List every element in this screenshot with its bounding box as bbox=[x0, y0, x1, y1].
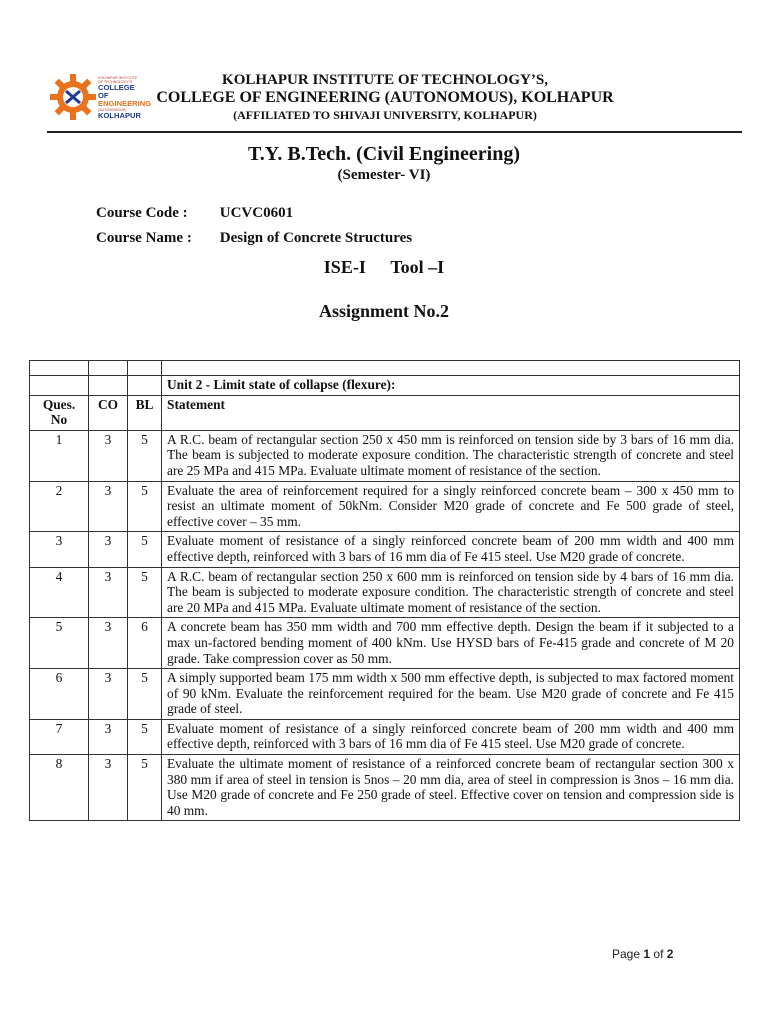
question-statement: A R.C. beam of rectangular section 250 x 600 mm is reinforced on tension side by 4 bars of 16 mm dia. The beam is subjected to moderate exposure condition. The characteristic strength of concrete and steel are 20 MPa and 415 MPa. Evaluate ultimate moment of resistance of the section. bbox=[162, 567, 740, 618]
question-co: 3 bbox=[89, 755, 128, 821]
assignment-title: Assignment No.2 bbox=[318, 301, 449, 321]
question-number: 7 bbox=[30, 719, 89, 754]
total-pages: 2 bbox=[666, 947, 674, 961]
question-number: 1 bbox=[30, 430, 89, 481]
question-co: 3 bbox=[89, 430, 128, 481]
table-row bbox=[30, 618, 740, 669]
question-number: 5 bbox=[30, 618, 89, 669]
page-word: Page bbox=[612, 947, 641, 961]
question-statement: A simply supported beam 175 mm width x 500 mm effective depth, is subjected to max factored moment of 90 kNm. Evaluate the reinforcement required for the beam. Use M20 grade of concrete and Fe 415 grade of steel. bbox=[162, 669, 740, 720]
question-number: 2 bbox=[30, 481, 89, 532]
question-statement: Evaluate moment of resistance of a singly reinforced concrete beam of 200 mm width and 400 mm effective depth, reinforced with 3 bars of 16 mm dia of Fe 415 steel. Use M20 grade of concrete. bbox=[162, 719, 740, 754]
question-co: 3 bbox=[89, 567, 128, 618]
table-row bbox=[30, 669, 740, 720]
question-statement: A R.C. beam of rectangular section 250 x 450 mm is reinforced on tension side by 3 bars of 16 mm dia. The beam is subjected to moderate exposure condition. The characteristic strength of concrete and steel are 25 MPa and 415 MPa. Evaluate ultimate moment of resistance of the section. bbox=[162, 430, 740, 481]
question-bl: 5 bbox=[128, 755, 162, 821]
question-number: 4 bbox=[30, 567, 89, 618]
logo-small-top: KOLHAPUR INSTITUTE OF TECHNOLOGY'S bbox=[98, 76, 138, 84]
question-co: 3 bbox=[89, 532, 128, 567]
question-number: 8 bbox=[30, 755, 89, 821]
unit-title: Unit 2 - Limit state of collapse (flexure): bbox=[162, 376, 740, 396]
tool-label: Tool –I bbox=[390, 257, 445, 277]
program-title: T.Y. B.Tech. (Civil Engineering) bbox=[247, 143, 521, 165]
table-row bbox=[30, 532, 740, 567]
exam-heading bbox=[0, 257, 768, 278]
question-bl: 5 bbox=[128, 430, 162, 481]
question-co: 3 bbox=[89, 669, 128, 720]
course-name-label: Course Name : bbox=[96, 230, 192, 246]
questions-table bbox=[29, 360, 740, 821]
gear-logo-icon bbox=[48, 72, 98, 122]
header-bl: BL bbox=[128, 395, 162, 430]
ise-label: ISE-I bbox=[323, 257, 366, 277]
affiliation: (AFFILIATED TO SHIVAJI UNIVERSITY, KOLHAPUR) bbox=[233, 108, 537, 122]
semester: (Semester- VI) bbox=[337, 167, 431, 183]
logo-line-1: COLLEGE OF bbox=[98, 83, 135, 100]
table-row bbox=[30, 567, 740, 618]
question-co: 3 bbox=[89, 719, 128, 754]
header-co: CO bbox=[89, 395, 128, 430]
table-spacer-row bbox=[30, 361, 740, 376]
question-co: 3 bbox=[89, 481, 128, 532]
question-statement: Evaluate moment of resistance of a singly reinforced concrete beam of 200 mm width and 400 mm effective depth, reinforced with 3 bars of 16 mm dia of Fe 415 steel. Use M20 grade of concrete. bbox=[162, 532, 740, 567]
institute-name: KOLHAPUR INSTITUTE OF TECHNOLOGY’S, bbox=[222, 72, 548, 88]
table-row bbox=[30, 430, 740, 481]
course-name-row bbox=[96, 230, 412, 247]
question-number: 3 bbox=[30, 532, 89, 567]
header-ques-no: Ques. No bbox=[30, 395, 89, 430]
course-code-value: UCVC0601 bbox=[219, 205, 294, 221]
current-page: 1 bbox=[643, 947, 651, 961]
course-code-label: Course Code : bbox=[96, 205, 188, 221]
course-code-row bbox=[96, 205, 293, 222]
question-bl: 5 bbox=[128, 532, 162, 567]
table-row bbox=[30, 481, 740, 532]
header-statement: Statement bbox=[162, 395, 740, 430]
page-footer bbox=[612, 947, 673, 961]
college-name: COLLEGE OF ENGINEERING (AUTONOMOUS), KOLHAPUR bbox=[156, 89, 614, 106]
question-number: 6 bbox=[30, 669, 89, 720]
question-statement: Evaluate the area of reinforcement required for a singly reinforced concrete beam – 300 x 450 mm to resist an ultimate moment of 50kNm. Consider M20 grade of concrete and Fe 500 grade of steel, effective cover – 35 mm. bbox=[162, 481, 740, 532]
logo-small-mid: (AUTONOMOUS) bbox=[98, 108, 127, 112]
question-bl: 5 bbox=[128, 719, 162, 754]
table-header-row bbox=[30, 395, 740, 430]
logo-line-2: ENGINEERING bbox=[98, 99, 152, 108]
question-co: 3 bbox=[89, 618, 128, 669]
question-bl: 5 bbox=[128, 481, 162, 532]
question-bl: 5 bbox=[128, 567, 162, 618]
unit-row bbox=[30, 376, 740, 396]
question-bl: 6 bbox=[128, 618, 162, 669]
table-row bbox=[30, 755, 740, 821]
question-statement: Evaluate the ultimate moment of resistance of a reinforced concrete beam of rectangular section 300 x 380 mm if area of steel in tension is 5nos – 20 mm dia, area of steel in compression is 3nos – 16 mm dia. Use M20 grade of concrete and Fe 250 grade of steel. Effective cover on tension and compression side is 40 mm. bbox=[162, 755, 740, 821]
logo-line-3: KOLHAPUR bbox=[98, 111, 142, 120]
table-row bbox=[30, 719, 740, 754]
course-name-value: Design of Concrete Structures bbox=[219, 230, 413, 246]
question-bl: 5 bbox=[128, 669, 162, 720]
of-word: of bbox=[653, 947, 664, 961]
question-statement: A concrete beam has 350 mm width and 700 mm effective depth. Design the beam if it subjected to a max un-factored bending moment of 400 kNm. Use HYSD bars of Fe-415 grade and concrete of M 20 grade. Take compression cover as 50 mm. bbox=[162, 618, 740, 669]
institute-logo bbox=[48, 70, 152, 126]
header-divider bbox=[47, 131, 742, 133]
